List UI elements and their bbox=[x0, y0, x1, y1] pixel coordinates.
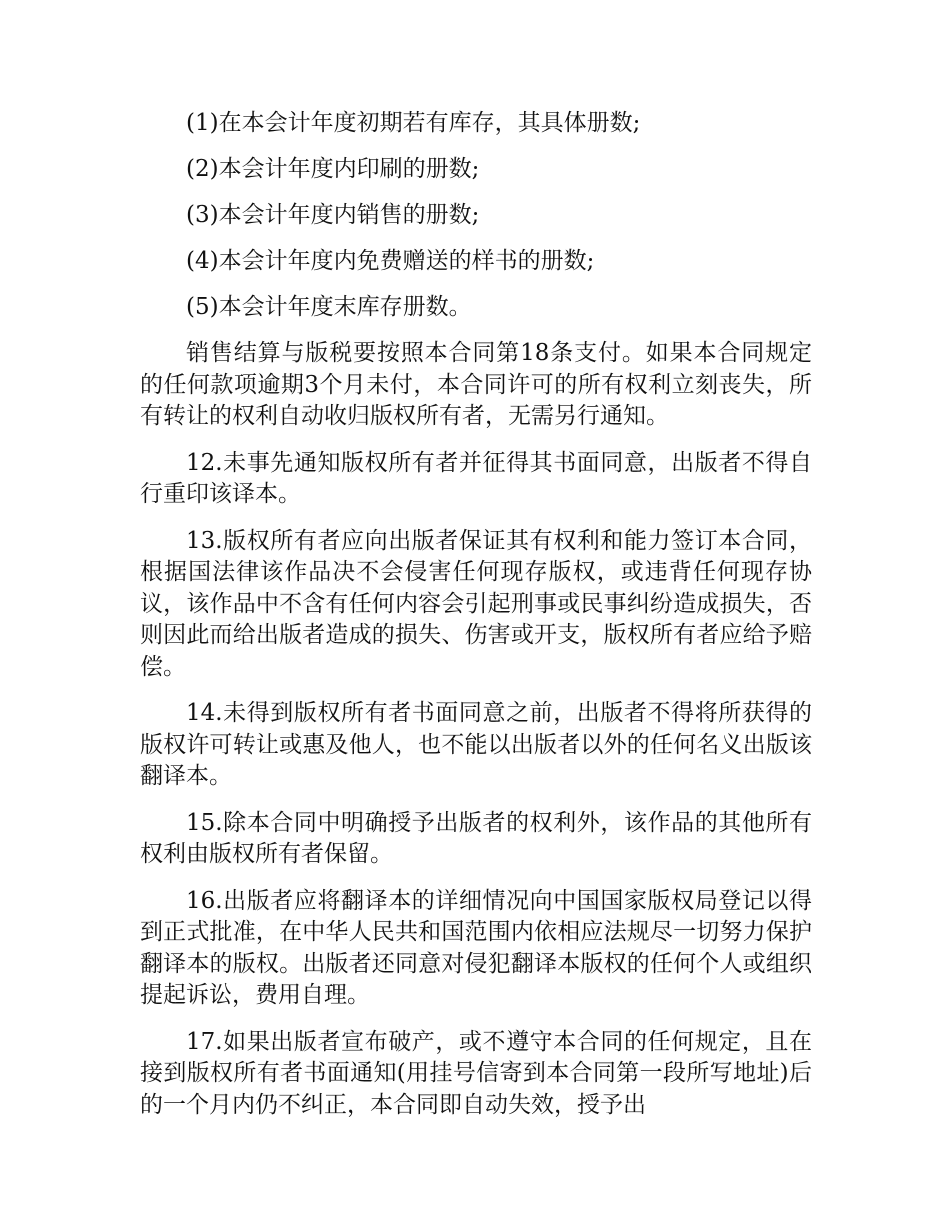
paragraph-clause-15: 15.除本合同中明确授予出版者的权利外，该作品的其他所有权利由版权所有者保留。 bbox=[140, 809, 812, 867]
list-item-5: (5)本会计年度末库存册数。 bbox=[186, 294, 472, 320]
paragraph-clause-14: 14.未得到版权所有者书面同意之前，出版者不得将所获得的版权许可转让或惠及他人，也不能以出版者以外的任何名义出版该翻译本。 bbox=[140, 700, 812, 789]
document-page bbox=[140, 108, 812, 1136]
paragraph-clause-12: 12.未事先通知版权所有者并征得其书面同意，出版者不得自行重印该译本。 bbox=[140, 449, 812, 507]
list-item-3: (3)本会计年度内销售的册数; bbox=[186, 202, 480, 228]
list-item-4: (4)本会计年度内免费赠送的样书的册数; bbox=[186, 248, 595, 274]
paragraph-settlement: 销售结算与版税要按照本合同第18条支付。如果本合同规定的任何款项逾期3个月未付，本合同许可的所有权利立刻丧失，所有转让的权利自动收归版权所有者，无需另行通知。 bbox=[140, 340, 812, 429]
list-item-2: (2)本会计年度内印刷的册数; bbox=[186, 156, 480, 182]
paragraph-clause-17: 17.如果出版者宣布破产，或不遵守本合同的任何规定，且在接到版权所有者书面通知(用挂号信寄到本合同第一段所写地址)后的一个月内仍不纠正，本合同即自动失效，授予出 bbox=[140, 1028, 812, 1118]
paragraph-clause-16: 16.出版者应将翻译本的详细情况向中国国家版权局登记以得到正式批准，在中华人民共和国范围内依相应法规尽一切努力保护翻译本的版权。出版者还同意对侵犯翻译本版权的任何个人或组织提起诉讼，费用自理。 bbox=[140, 887, 812, 1008]
paragraph-clause-13: 13.版权所有者应向出版者保证其有权利和能力签订本合同，根据国法律该作品决不会侵害任何现存版权，或违背任何现存协议，该作品中不含有任何内容会引起刑事或民事纠纷造成损失，否则因此而给出版者造成的损失、伤害或开支，版权所有者应给予赔偿。 bbox=[140, 527, 812, 680]
list-item-1: (1)在本会计年度初期若有库存，其具体册数; bbox=[186, 110, 641, 136]
